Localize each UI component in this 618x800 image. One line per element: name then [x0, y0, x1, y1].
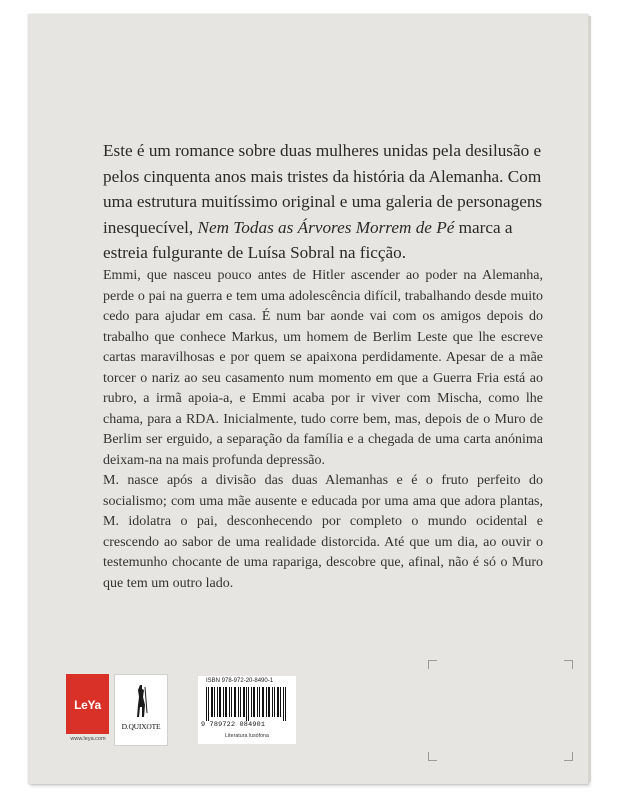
- crop-mark-top-right: [564, 660, 573, 669]
- barcode-digits: 9 789722 084901: [201, 721, 266, 729]
- synopsis: [103, 266, 543, 594]
- intro-blurb: [103, 138, 543, 266]
- intro-text-part1: Este é um romance sobre duas mulheres unidas pela desilusão e pelos cinquenta anos mais tristes da história da Alemanha. Com uma estrutura muitíssimo original e uma galeria de personagens inesquecível,: [103, 141, 543, 237]
- back-cover: [28, 14, 588, 784]
- isbn-text: ISBN 978-972-20-8490-1: [206, 678, 274, 684]
- barcode-bars: [204, 687, 290, 721]
- dquixote-logo-badge: [114, 674, 168, 746]
- leya-logo: LeYa: [74, 698, 101, 712]
- imprint-name: D.QUIXOTE: [121, 722, 161, 731]
- leya-logo-badge: [66, 674, 109, 734]
- crop-mark-top-left: [428, 660, 437, 669]
- synopsis-paragraph-emmi: Emmi, que nasceu pouco antes de Hitler ascender ao poder na Alemanha, perde o pai na guerra e tem uma adolescência difícil, trabalhando desde muito cedo para ajudar em casa. É num bar aonde vai com os amigos depois do trabalho que conhece Markus, um homem de Berlim Leste que lhe escreve cartas maravilhosas e por quem se apaixona perdidamente. Apesar de a mãe torcer o nariz ao seu casamento num momento em que a Guerra Fria está ao rubro, a irmã apoia-a, e Emmi acaba por ir viver com Mischa, como lhe chama, para a RDA. Inicialmente, tudo corre bem, mas, depois de o Muro de Berlim ser erguido, a separação da família e a chegada de uma carta anónima deixam-na na mais profunda depressão.: [103, 268, 543, 468]
- intro-text-part2: marca a estreia fulgurante de Luísa Sobral na ficção.: [103, 217, 513, 262]
- crop-mark-bottom-right: [564, 752, 573, 761]
- synopsis-paragraph-m: M. nasce após a divisão das duas Alemanhas e é o fruto perfeito do socialismo; com uma mãe ausente e educada por uma ama que adora plantas, M. idolatra o pai, desconhecendo por completo o mundo ocidental e crescendo ao sabor de uma realidade distorcida. Até que um dia, ao ouvir o testemunho chocante de uma rapariga, descobre que, afinal, não é só o Muro que tem um outro lado.: [103, 473, 543, 591]
- crop-mark-bottom-left: [428, 752, 437, 761]
- cover-edge: [588, 16, 591, 782]
- barcode-label: [198, 676, 296, 744]
- book-title: Nem Todas as Árvores Morrem de Pé: [197, 217, 455, 237]
- genre-label: Literatura lusófona: [225, 733, 269, 739]
- publisher-url: www.leya.com: [70, 736, 106, 742]
- quixote-figure-icon: [133, 683, 149, 719]
